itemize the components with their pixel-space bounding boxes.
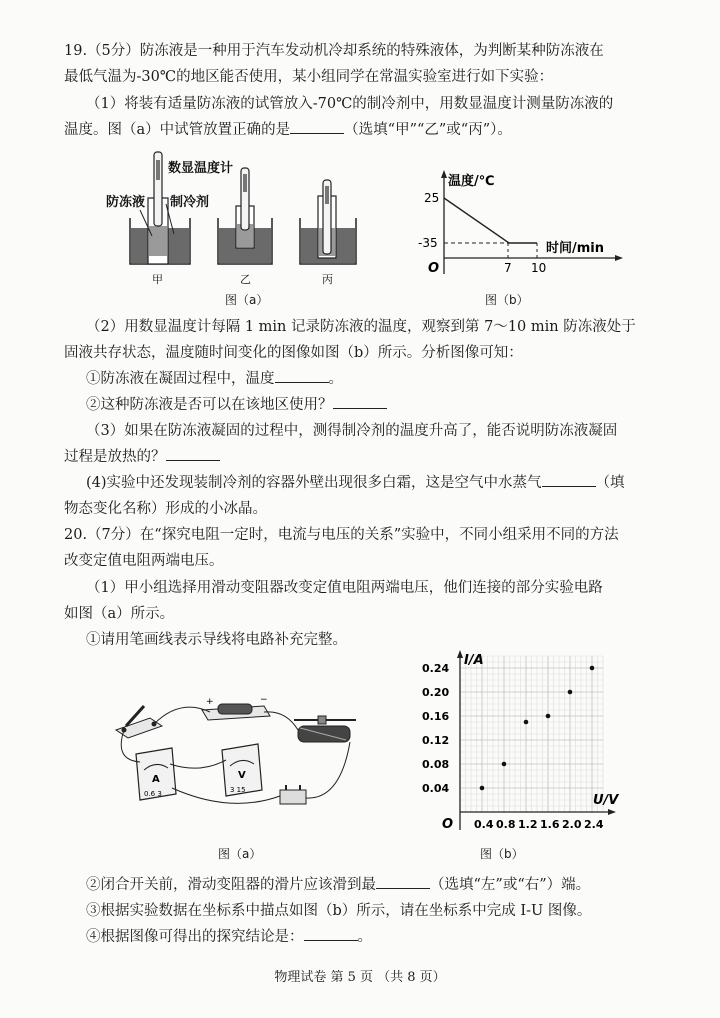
y-tick-label: 0.24 bbox=[422, 662, 450, 675]
figure-19a-caption: 图（a） bbox=[225, 293, 269, 307]
q19-p2-d-text: ②这种防冻液是否可以在该地区使用？ bbox=[86, 397, 333, 413]
label-coolant: 制冷剂 bbox=[170, 195, 210, 210]
y-axis-label: I/A bbox=[464, 653, 484, 668]
answer-blank-7[interactable] bbox=[304, 926, 358, 941]
x-tick-label: 0.8 bbox=[496, 818, 516, 831]
voltmeter-symbol: V bbox=[238, 770, 246, 781]
voltmeter-terminals: 3 15 bbox=[230, 786, 246, 794]
beaker-yi bbox=[218, 168, 272, 264]
q19-p2-c: ①防冻液在凝固过程中，温度 。 bbox=[86, 368, 343, 390]
q20-p4: ④根据图像可得出的探究结论是： 。 bbox=[86, 926, 372, 948]
q20-intro-1: 在“探究电阻一定时，电流与电压的关系”实验中，不同小组采用不同的方法 bbox=[139, 527, 619, 543]
rheostat bbox=[294, 716, 356, 742]
battery bbox=[280, 785, 306, 804]
q19-p3-b bbox=[64, 446, 220, 468]
q19-p3-b-text: 过程是放热的？ bbox=[64, 449, 166, 465]
figure-20a-circuit bbox=[110, 690, 390, 820]
q19-p4-a-text: (4)实验中还发现装制冷剂的容器外壁出现很多白霜，这是空气中水蒸气 bbox=[86, 475, 542, 491]
origin-label: O bbox=[428, 261, 440, 276]
answer-blank-6[interactable] bbox=[376, 874, 430, 889]
answer-blank-2[interactable] bbox=[275, 368, 329, 383]
figure-20b-chart bbox=[410, 646, 625, 841]
x-tick-label: 2.4 bbox=[584, 818, 604, 831]
y-axis-label: 温度/℃ bbox=[448, 174, 495, 189]
x-axis-label: 时间/min bbox=[546, 241, 605, 256]
answer-blank-4[interactable] bbox=[166, 446, 220, 461]
q20-score: （7分） bbox=[87, 527, 140, 543]
figure-20b-caption: 图（b） bbox=[480, 847, 524, 861]
x-axis-arrow bbox=[608, 809, 616, 815]
tick-labels bbox=[422, 662, 604, 831]
figure-19a bbox=[100, 146, 390, 306]
wire-5 bbox=[306, 742, 350, 798]
y-tick-label: 0.16 bbox=[422, 710, 450, 723]
data-point bbox=[568, 690, 573, 695]
q19-p4-a-post: （填 bbox=[595, 475, 625, 491]
q20-number: 20. bbox=[64, 527, 88, 543]
label-antifreeze: 防冻液 bbox=[106, 195, 146, 210]
q19-p2-d bbox=[86, 394, 387, 416]
q20-p2-text: ②闭合开关前，滑动变阻器的滑片应该滑到最 bbox=[86, 877, 376, 893]
figure-20a-caption: 图（a） bbox=[218, 847, 262, 861]
x-tick-10: 10 bbox=[531, 261, 547, 275]
y-axis-arrow bbox=[441, 170, 447, 178]
data-point bbox=[524, 720, 529, 725]
answer-blank-1[interactable] bbox=[290, 119, 344, 134]
answer-blank-5[interactable] bbox=[542, 472, 596, 487]
q19-p4-b: 物态变化名称）形成的小冰晶。 bbox=[64, 501, 267, 517]
q20-p1-b: 如图（a）所示。 bbox=[64, 606, 175, 622]
q20-p4-text: ④根据图像可得出的探究结论是： bbox=[86, 929, 304, 945]
x-tick-label: 0.4 bbox=[474, 818, 494, 831]
y-axis-arrow bbox=[457, 650, 463, 658]
y-tick-25: 25 bbox=[424, 191, 440, 205]
q19-p2-b: 固液共存状态，温度随时间变化的图像如图（b）所示。分析图像可知： bbox=[64, 345, 523, 361]
x-tick-label: 1.6 bbox=[540, 818, 560, 831]
q19-score: （5分） bbox=[87, 43, 140, 59]
label-jia: 甲 bbox=[152, 273, 163, 286]
data-point bbox=[480, 786, 485, 791]
origin-label: O bbox=[442, 817, 454, 832]
y-tick-label: 0.20 bbox=[422, 686, 450, 699]
figure-19b-chart bbox=[418, 168, 628, 280]
q20-p1-c: ①请用笔画线表示导线将电路补充完整。 bbox=[86, 632, 347, 648]
svg-text:+: + bbox=[206, 697, 214, 707]
q19-line-1 bbox=[64, 40, 604, 62]
q19-p1-a: （1）将装有适量防冻液的试管放入-70℃的制冷剂中，用数显温度计测量防冻液的 bbox=[86, 96, 614, 112]
beaker-bing bbox=[300, 180, 356, 264]
q19-number: 19. bbox=[64, 43, 88, 59]
x-axis-arrow bbox=[615, 255, 623, 261]
fixed-resistor bbox=[202, 695, 270, 720]
data-point bbox=[590, 666, 595, 671]
x-tick-label: 2.0 bbox=[562, 818, 582, 831]
q20-p2-options: （选填“左”或“右”）端。 bbox=[430, 877, 591, 893]
label-bing: 丙 bbox=[322, 273, 333, 286]
data-point bbox=[546, 714, 551, 719]
y-tick-neg35: -35 bbox=[418, 236, 438, 250]
q20-line-1 bbox=[64, 524, 619, 546]
q19-p1-b-options: （选填“甲”“乙”或“丙”）。 bbox=[344, 122, 512, 138]
q20-intro-2: 改变定值电阻两端电压。 bbox=[64, 553, 224, 569]
svg-text:−: − bbox=[260, 695, 268, 705]
q19-p2-a: （2）用数显温度计每隔 1 min 记录防冻液的温度，观察到第 7～10 min 防冻液处于 bbox=[86, 319, 636, 335]
x-tick-label: 1.2 bbox=[518, 818, 538, 831]
q19-p2-c-text: ①防冻液在凝固过程中，温度 bbox=[86, 371, 275, 387]
y-tick-label: 0.04 bbox=[422, 782, 450, 795]
page-footer: 物理试卷 第 5 页 （共 8 页） bbox=[274, 970, 446, 985]
ammeter-terminals: 0.6 3 bbox=[144, 790, 162, 798]
ammeter bbox=[136, 748, 176, 800]
wire-4 bbox=[170, 760, 226, 768]
q19-intro-1: 防冻液是一种用于汽车发动机冷却系统的特殊液体，为判断某种防冻液在 bbox=[139, 43, 604, 59]
q20-p1-a: （1）甲小组选择用滑动变阻器改变定值电阻两端电压，他们连接的部分实验电路 bbox=[86, 580, 603, 596]
q19-p4-a bbox=[86, 472, 625, 494]
ammeter-symbol: A bbox=[152, 774, 160, 785]
q19-p3-a: （3）如果在防冻液凝固的过程中，测得制冷剂的温度升高了，能否说明防冻液凝固 bbox=[86, 423, 618, 439]
figure-19b-caption: 图（b） bbox=[485, 293, 529, 307]
q20-p2 bbox=[86, 874, 590, 896]
q19-p1-b-text: 温度。图（a）中试管放置正确的是 bbox=[64, 122, 291, 138]
y-tick-label: 0.08 bbox=[422, 758, 450, 771]
q19-intro-2: 最低气温为-30℃的地区能否使用，某小组同学在常温实验室进行如下实验： bbox=[64, 69, 554, 85]
label-yi: 乙 bbox=[240, 273, 251, 286]
q20-p3: ③根据实验数据在坐标系中描点如图（b）所示，请在坐标系中完成 I-U 图像。 bbox=[86, 903, 592, 919]
x-axis-label: U/V bbox=[593, 793, 619, 808]
q19-p1-b bbox=[64, 119, 512, 141]
label-thermometer: 数显温度计 bbox=[168, 161, 234, 176]
temperature-curve bbox=[444, 198, 537, 243]
voltmeter bbox=[222, 744, 262, 796]
answer-blank-3[interactable] bbox=[333, 394, 387, 409]
y-tick-label: 0.12 bbox=[422, 734, 450, 747]
x-tick-7: 7 bbox=[504, 261, 512, 275]
data-point bbox=[502, 762, 507, 767]
